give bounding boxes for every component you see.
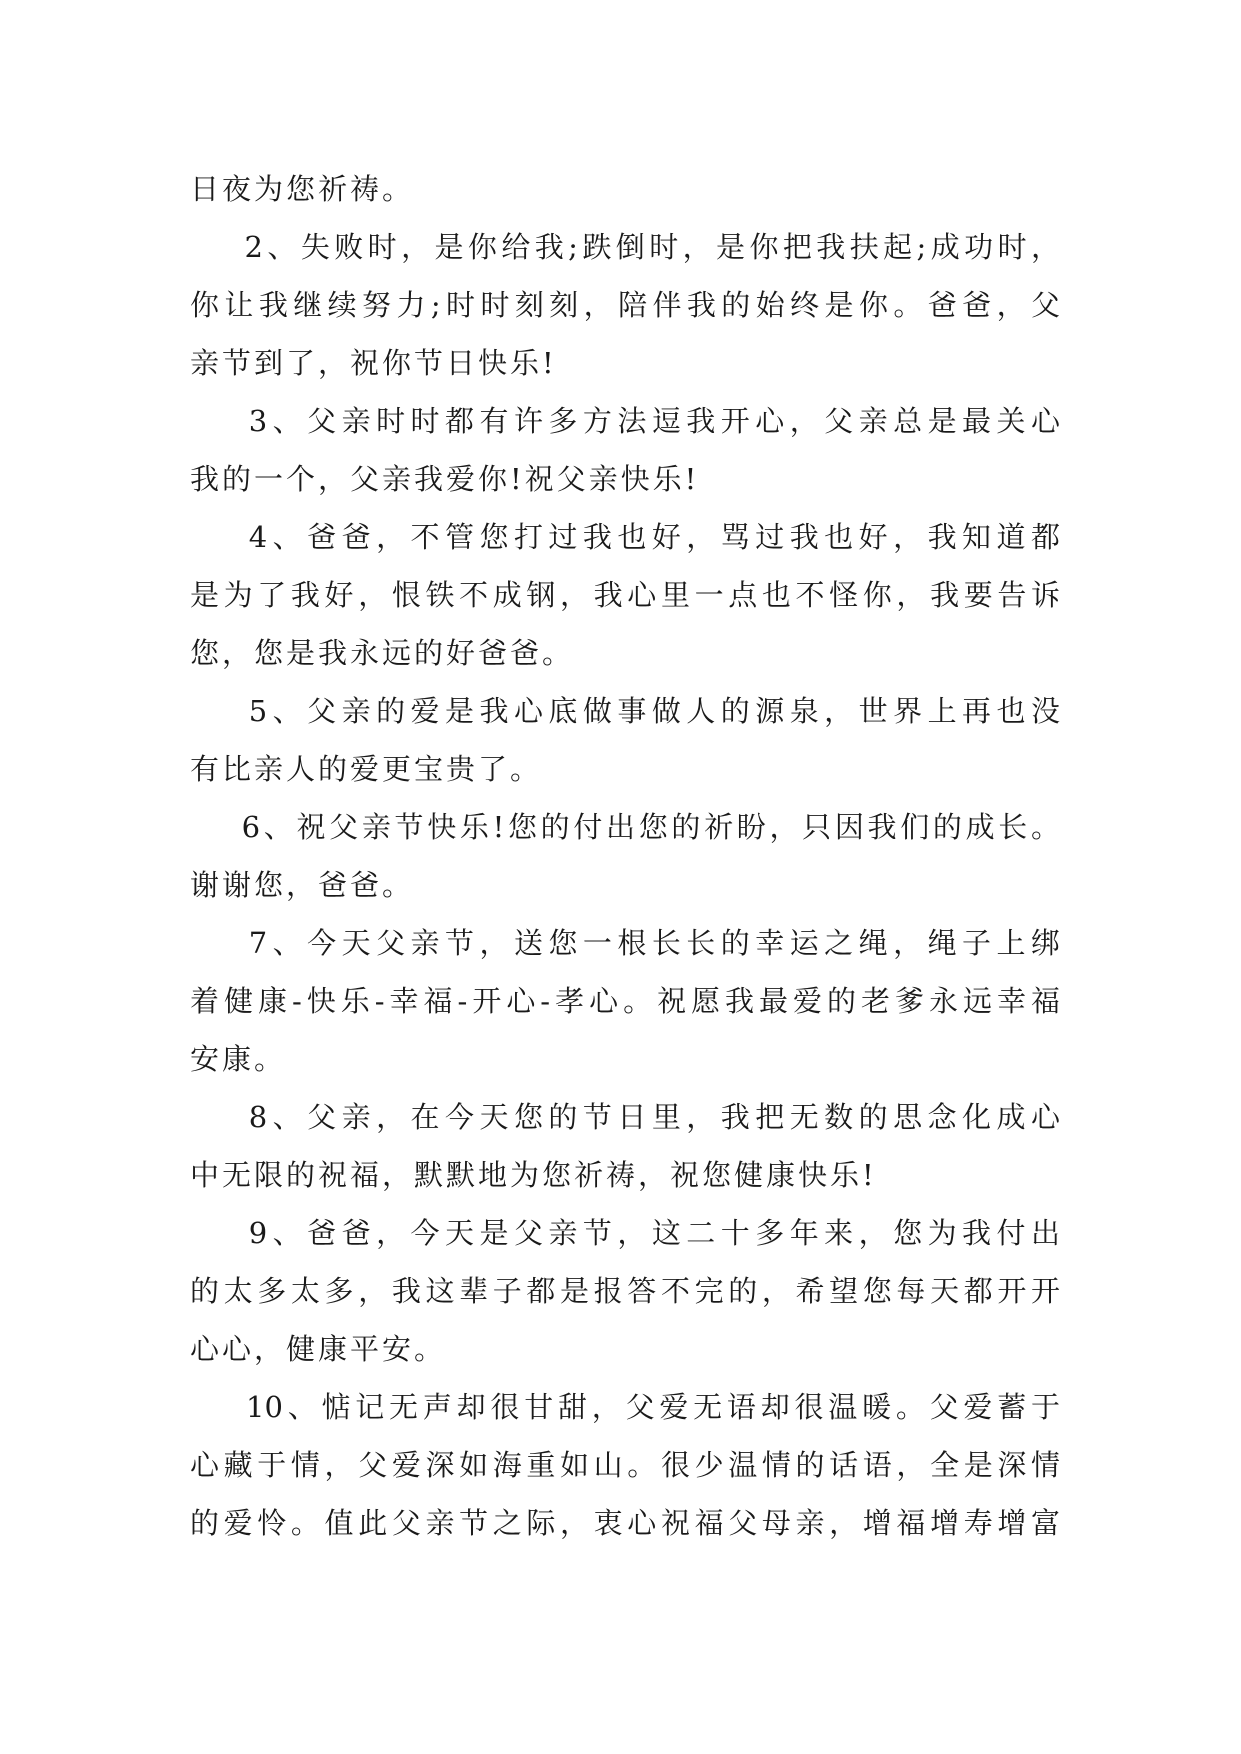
text-line: 的爱怜。值此父亲节之际，衷心祝福父母亲，增福增寿增富 [190,1506,1060,1540]
text-line: 着健康-快乐-幸福-开心-孝心。祝愿我最爱的老爹永远幸福 [190,984,1060,1018]
document-body [190,160,1060,1552]
text-line: 7、今天父亲节，送您一根长长的幸运之绳，绳子上绑 [190,926,1060,960]
text-line: 3、父亲时时都有许多方法逗我开心，父亲总是最关心 [190,404,1060,438]
text-line: 安康。 [190,1042,287,1076]
text-line: 6、祝父亲节快乐!您的付出您的祈盼，只因我们的成长。 [190,810,1060,844]
text-line: 谢谢您，爸爸。 [190,868,415,902]
text-line: 日夜为您祈祷。 [190,172,415,206]
text-line: 是为了我好，恨铁不成钢，我心里一点也不怪你，我要告诉 [190,578,1060,612]
text-line: 的太多太多，我这辈子都是报答不完的，希望您每天都开开 [190,1274,1060,1308]
text-line: 有比亲人的爱更宝贵了。 [190,752,543,786]
text-line: 10、惦记无声却很甘甜，父爱无语却很温暖。父爱蓄于 [190,1390,1060,1424]
text-line: 心心，健康平安。 [190,1332,447,1366]
text-line: 心藏于情，父爱深如海重如山。很少温情的话语，全是深情 [190,1448,1060,1482]
text-line: 我的一个，父亲我爱你!祝父亲快乐! [190,462,700,496]
text-line: 8、父亲，在今天您的节日里，我把无数的思念化成心 [190,1100,1060,1134]
text-line: 亲节到了，祝你节日快乐! [190,346,557,380]
text-line: 中无限的祝福，默默地为您祈祷，祝您健康快乐! [190,1158,877,1192]
text-line: 5、父亲的爱是我心底做事做人的源泉，世界上再也没 [190,694,1060,728]
text-line: 4、爸爸，不管您打过我也好，骂过我也好，我知道都 [190,520,1060,554]
text-line: 你让我继续努力;时时刻刻，陪伴我的始终是你。爸爸，父 [190,288,1060,322]
text-line: 2、失败时，是你给我;跌倒时，是你把我扶起;成功时， [190,230,1060,264]
text-line: 您，您是我永远的好爸爸。 [190,636,575,670]
text-line: 9、爸爸，今天是父亲节，这二十多年来，您为我付出 [190,1216,1060,1250]
